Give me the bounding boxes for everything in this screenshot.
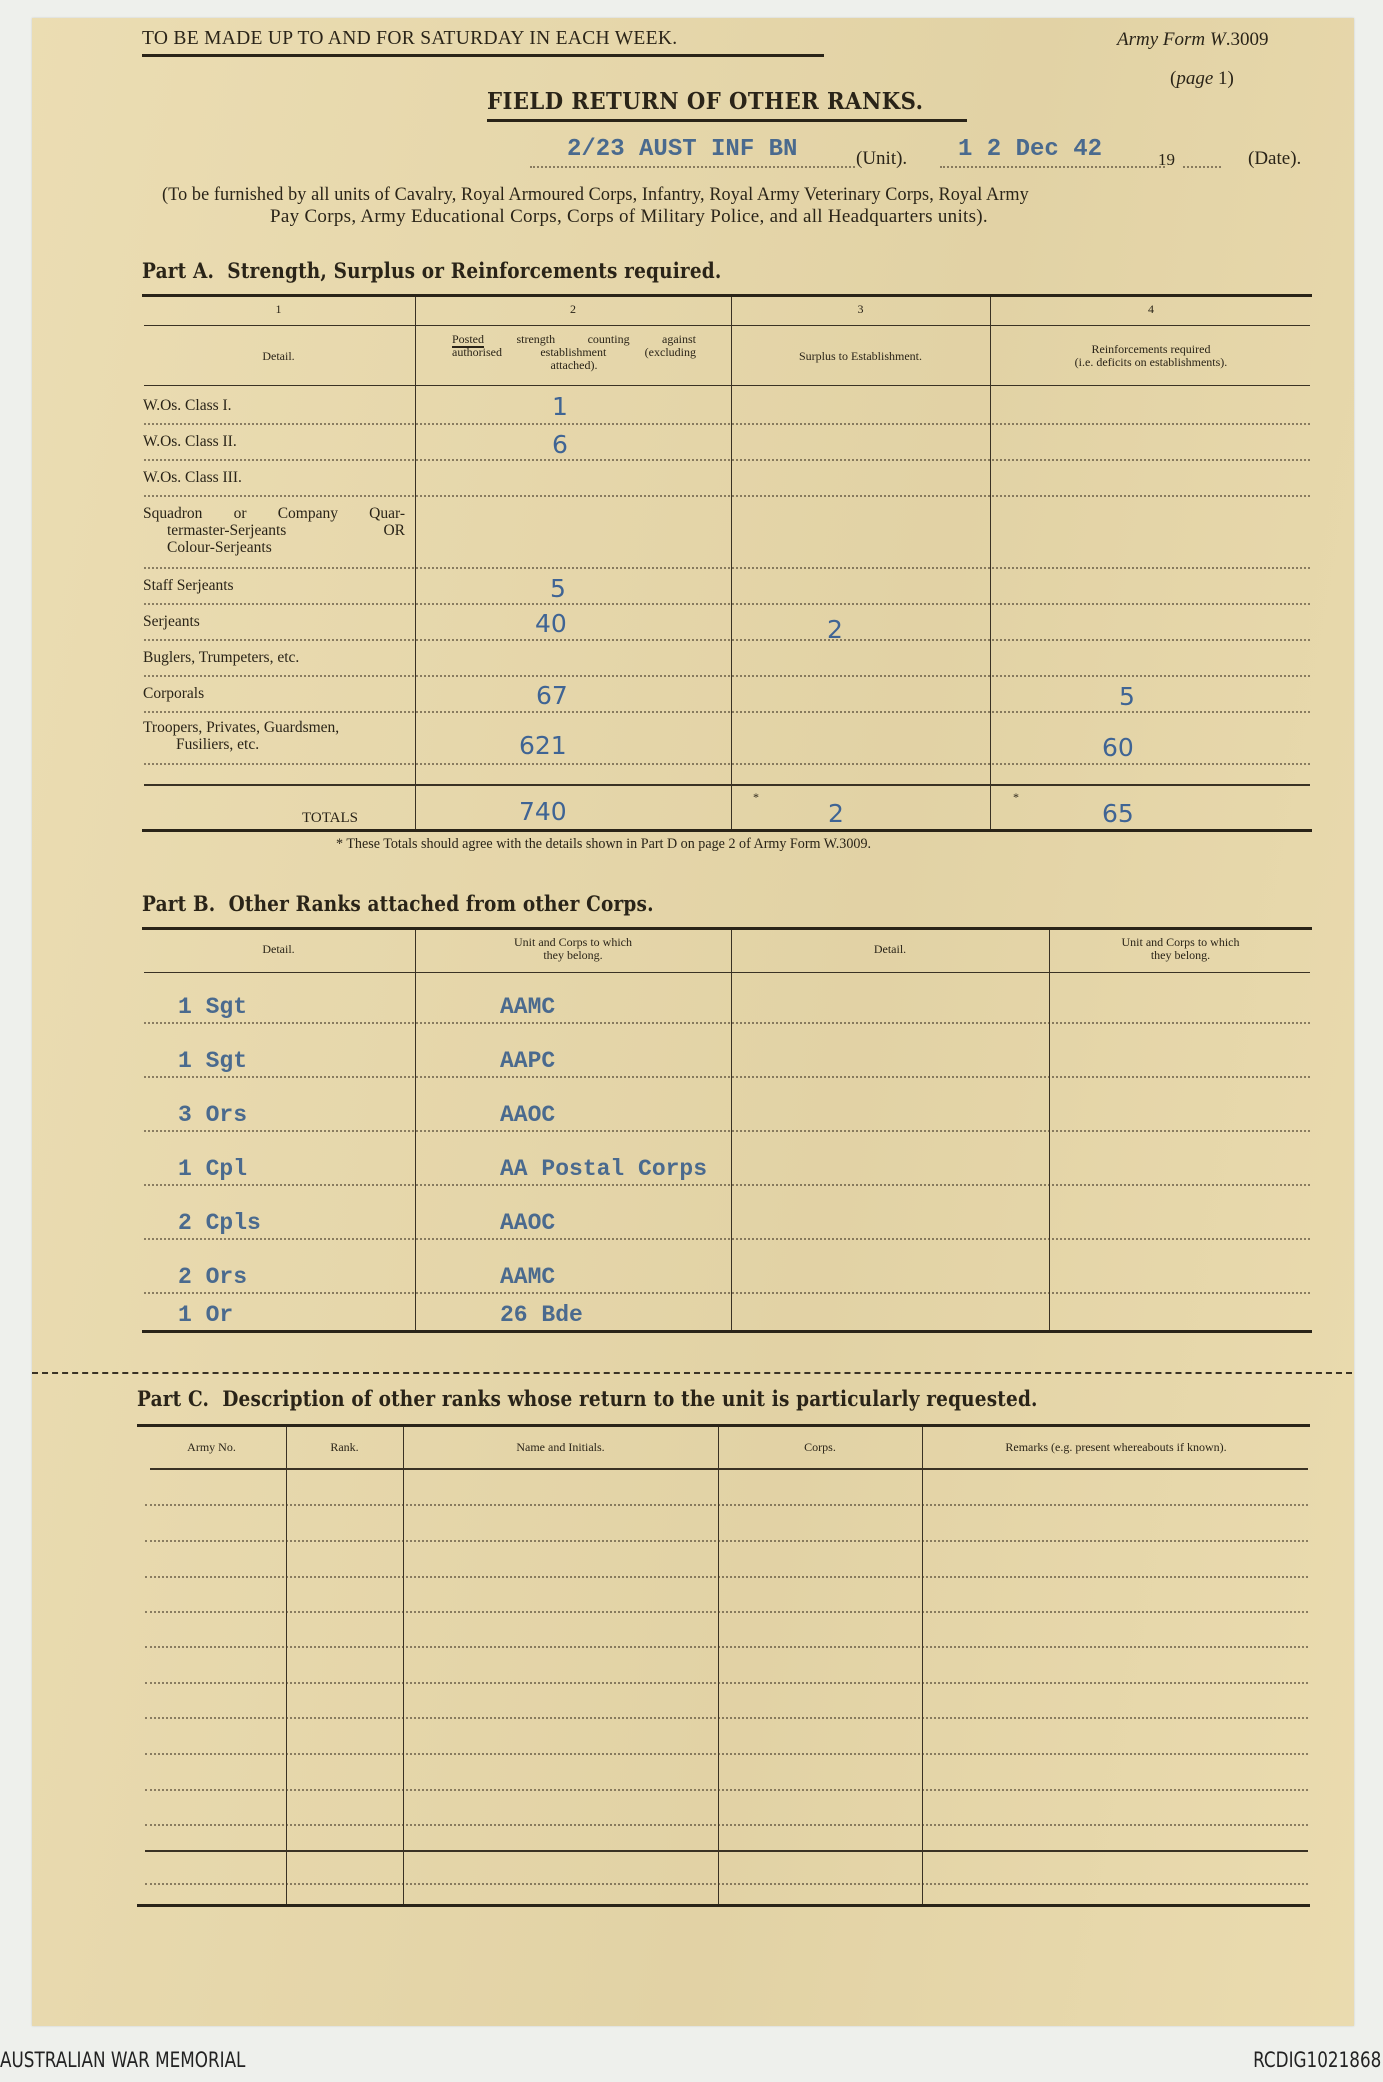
instruction-underline: [142, 54, 824, 57]
part-c-divider-1: [286, 1427, 287, 1904]
part-c-header-corps: Corps.: [804, 1440, 836, 1454]
page-title: FIELD RETURN OF OTHER RANKS.: [487, 88, 924, 115]
row-divider: [144, 1184, 1310, 1186]
row-divider: [144, 1130, 1310, 1132]
blank-row-solid-line: [145, 1850, 1308, 1852]
attached-unit: 26 Bde: [500, 1302, 583, 1328]
total-reinf: 65: [1102, 799, 1134, 828]
part-b-bottom-rule: [142, 1330, 1312, 1333]
part-b-header-unit-left: [415, 936, 731, 962]
row-label-cqms: [143, 505, 405, 556]
posted-line-2: authorised establishment (excluding: [452, 345, 696, 359]
cqms-or: OR: [383, 522, 405, 539]
total-posted: 740: [519, 797, 567, 826]
posted-wos-class-1: 1: [552, 392, 568, 421]
row-divider: [144, 603, 1310, 605]
part-c-divider-3: [718, 1427, 719, 1904]
attached-detail: 2 Cpls: [178, 1210, 261, 1236]
col-header-reinforcements: [990, 343, 1312, 369]
part-b-top-rule: [142, 927, 1312, 930]
total-surplus: 2: [828, 799, 844, 828]
blank-row-line: [145, 1540, 1308, 1542]
blank-row-line: [145, 1717, 1308, 1719]
totals-top-rule: [144, 784, 1310, 786]
part-c-header-remarks: Remarks (e.g. present whereabouts if known).: [1005, 1440, 1227, 1454]
blank-row-line: [145, 1576, 1308, 1578]
reinf-troopers: 60: [1102, 733, 1134, 762]
part-c-top-rule: [137, 1424, 1310, 1427]
page-number: 1): [1218, 68, 1234, 89]
posted-underlined: Posted: [452, 332, 485, 346]
reinf-corporals: 5: [1119, 682, 1135, 711]
row-divider: [144, 1238, 1310, 1240]
unit-header-line-2: they belong.: [1150, 948, 1211, 962]
row-divider: [144, 639, 1310, 641]
attached-unit: AA Postal Corps: [500, 1156, 708, 1182]
weekly-instruction: TO BE MADE UP TO AND FOR SATURDAY IN EACH WEEK.: [142, 28, 678, 49]
row-label-wos-class-2: W.Os. Class II.: [143, 433, 237, 450]
posted-line-1: strength counting against: [516, 332, 696, 346]
cqms-line-1: Squadron or Company Quar-: [143, 505, 405, 522]
row-divider: [144, 1022, 1310, 1024]
attached-detail: 1 Sgt: [178, 994, 248, 1020]
col-header-surplus: Surplus to Establishment.: [799, 349, 922, 363]
blank-row-line: [145, 1504, 1308, 1506]
row-label-buglers: Buglers, Trumpeters, etc.: [143, 649, 300, 666]
unit-dotted-line: [530, 166, 855, 168]
archive-credit: AUSTRALIAN WAR MEMORIAL: [0, 2048, 246, 2072]
reinf-asterisk: *: [1013, 790, 1019, 804]
archive-id: RCDIG1021868: [1252, 2048, 1381, 2072]
row-divider: [144, 567, 1310, 569]
row-label-corporals: Corporals: [143, 685, 205, 702]
attached-detail: 1 Or: [178, 1302, 234, 1328]
page-open-paren: (: [1170, 68, 1177, 89]
part-b-header-rule: [144, 972, 1310, 973]
page-indicator: [1170, 68, 1234, 90]
unit-value: 2/23 AUST INF BN: [567, 136, 798, 163]
posted-staff-serjeants: 5: [550, 574, 566, 603]
blank-row-line: [145, 1753, 1308, 1755]
totals-label: TOTALS: [302, 810, 359, 826]
part-a-heading: Part A. Strength, Surplus or Reinforcements required.: [142, 258, 722, 283]
cqms-line-2: termaster-Serjeants: [167, 522, 287, 539]
row-divider: [144, 423, 1310, 425]
blank-row-line: [145, 1824, 1308, 1826]
col-header-detail: Detail.: [262, 349, 295, 363]
part-a-divider-3: [990, 297, 991, 830]
page-italic: page: [1176, 68, 1214, 89]
year-prefix: 19: [1158, 150, 1175, 169]
year-dotted-line: [1183, 166, 1221, 168]
row-label-wos-class-1: W.Os. Class I.: [143, 397, 232, 414]
form-number-value: .3009: [1225, 29, 1269, 50]
part-c-header-rank: Rank.: [330, 1440, 359, 1454]
col-number-rule: [144, 325, 1310, 326]
title-underline: [487, 119, 967, 122]
attached-unit: AAOC: [500, 1210, 556, 1236]
row-label-troopers: [143, 719, 339, 753]
row-divider: [144, 711, 1310, 713]
unit-header-line-1: Unit and Corps to which: [514, 935, 632, 949]
date-label: (Date).: [1248, 148, 1302, 169]
attached-detail: 3 Ors: [178, 1102, 248, 1128]
header-bottom-rule: [144, 385, 1310, 386]
attached-unit: AAPC: [500, 1048, 556, 1074]
col-header-posted: [452, 333, 696, 372]
attached-detail: 1 Sgt: [178, 1048, 248, 1074]
reinf-line-1: Reinforcements required: [1091, 342, 1211, 356]
part-c-header-name: Name and Initials.: [516, 1440, 605, 1454]
posted-troopers: 621: [519, 731, 567, 760]
troopers-line-1: Troopers, Privates, Guardsmen,: [143, 719, 340, 736]
part-b-header-unit-right: [1049, 936, 1312, 962]
col-number-2: 2: [570, 302, 576, 316]
part-c-header-rule: [150, 1468, 1308, 1470]
part-b-header-detail-left: Detail.: [262, 942, 295, 956]
part-a-bottom-rule: [142, 829, 1312, 832]
posted-serjeants: 40: [535, 609, 567, 638]
posted-corporals: 67: [536, 681, 568, 710]
part-b-heading: Part B. Other Ranks attached from other Corps.: [142, 891, 654, 916]
unit-header-line-2: they belong.: [543, 948, 603, 962]
date-value: 1 2 Dec 42: [958, 136, 1103, 163]
row-label-wos-class-3: W.Os. Class III.: [143, 469, 242, 486]
surplus-asterisk: *: [753, 790, 759, 804]
col-number-1: 1: [275, 302, 282, 316]
row-divider: [144, 1076, 1310, 1078]
cqms-line-3: Colour-Serjeants: [167, 539, 272, 556]
row-divider: [144, 1292, 1310, 1294]
row-divider: [144, 763, 1310, 765]
part-c-bottom-rule: [137, 1904, 1310, 1907]
intro-line-2: Pay Corps, Army Educational Corps, Corps of Military Police, and all Headquarters units).: [270, 206, 988, 227]
troopers-line-2: Fusiliers, etc.: [176, 736, 260, 753]
part-b-header-detail-right: Detail.: [873, 942, 907, 956]
row-divider: [144, 495, 1310, 497]
row-label-serjeants: Serjeants: [143, 613, 200, 630]
perforation-line: [32, 1372, 1352, 1374]
part-c-header-army-no: Army No.: [187, 1440, 236, 1454]
unit-header-line-1: Unit and Corps to which: [1121, 935, 1240, 949]
surplus-serjeants: 2: [827, 615, 843, 644]
blank-row-line: [145, 1789, 1308, 1791]
attached-detail: 1 Cpl: [178, 1156, 248, 1182]
blank-row-line: [145, 1646, 1308, 1648]
posted-line-3: attached).: [550, 358, 598, 372]
blank-row-line: [145, 1883, 1308, 1885]
attached-unit: AAOC: [500, 1102, 556, 1128]
posted-wos-class-2: 6: [552, 430, 568, 459]
blank-row-line: [145, 1611, 1308, 1613]
part-a-divider-2: [731, 297, 732, 830]
totals-footnote: * These Totals should agree with the details shown in Part D on page 2 of Army Form W.3009.: [336, 836, 872, 852]
date-dotted-line: [940, 166, 1165, 168]
col-number-3: 3: [857, 302, 864, 316]
reinf-line-2: (i.e. deficits on establishments).: [1074, 355, 1228, 369]
part-a-top-rule: [142, 294, 1312, 297]
form-number: [1117, 29, 1268, 51]
form-name-italic: Army Form W: [1117, 29, 1226, 50]
part-c-heading: Part C. Description of other ranks whose return to the unit is particularly requested.: [137, 1386, 1038, 1411]
row-divider: [144, 459, 1310, 461]
unit-label: (Unit).: [856, 148, 908, 169]
part-a-divider-1: [415, 297, 416, 830]
part-c-divider-4: [922, 1427, 923, 1904]
blank-row-line: [145, 1682, 1308, 1684]
attached-unit: AAMC: [500, 1264, 556, 1290]
row-label-staff-serjeants: Staff Serjeants: [143, 577, 234, 594]
intro-line-1: (To be furnished by all units of Cavalry, Royal Armoured Corps, Infantry, Royal Army Veterinary Corps, Royal Army: [162, 184, 1029, 205]
attached-unit: AAMC: [500, 994, 556, 1020]
attached-detail: 2 Ors: [178, 1264, 248, 1290]
part-c-divider-2: [403, 1427, 404, 1904]
row-divider: [144, 675, 1310, 677]
col-number-4: 4: [1148, 302, 1154, 316]
